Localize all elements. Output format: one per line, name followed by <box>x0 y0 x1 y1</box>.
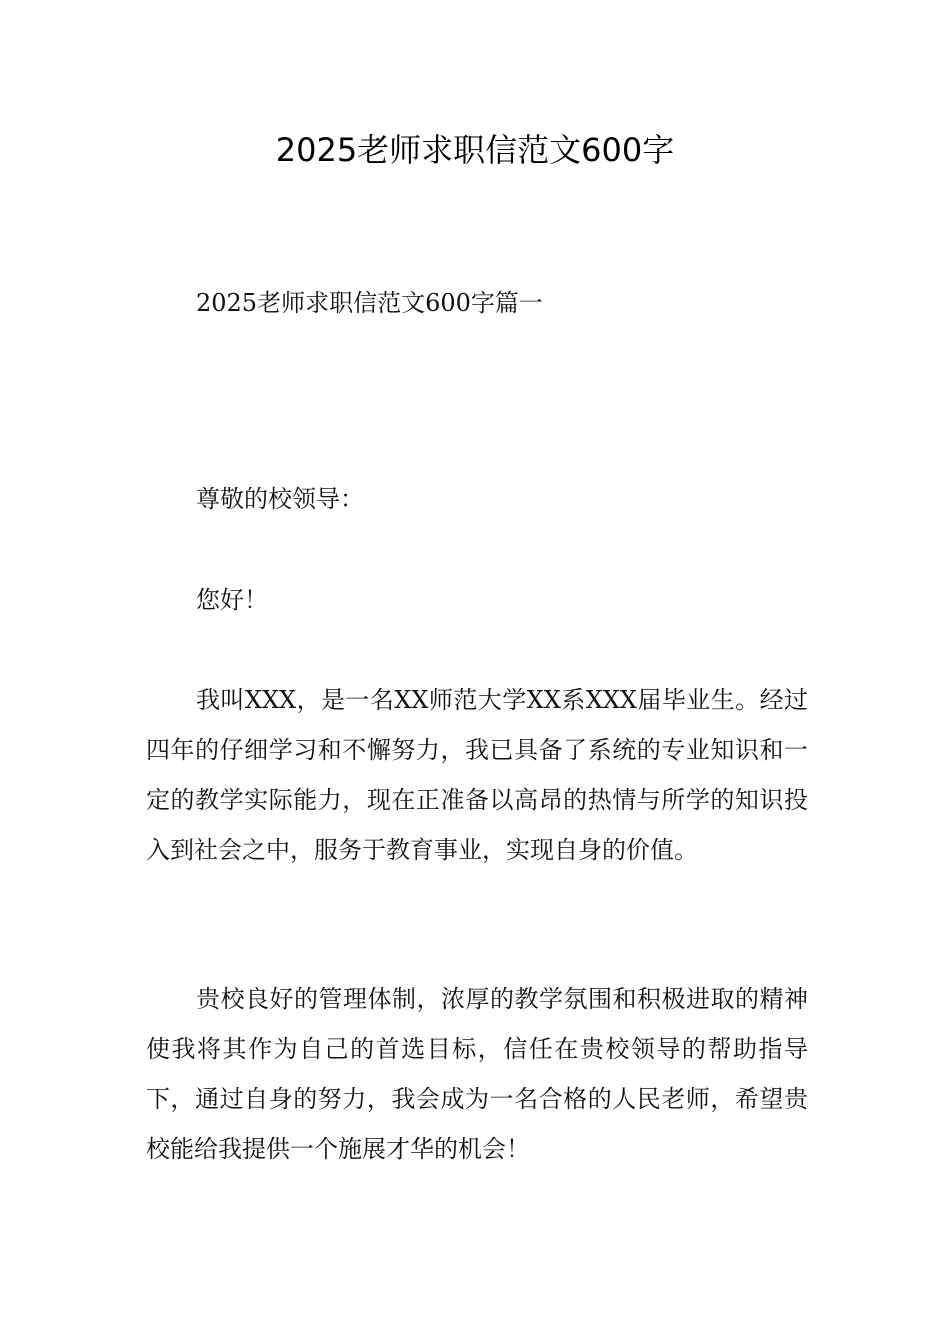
body-paragraph-2: 贵校良好的管理体制，浓厚的教学氛围和积极进取的精神使我将其作为自己的首选目标，信任在贵校领导的帮助指导下，通过自身的努力，我会成为一名合格的人民老师，希望贵校能给我提供一个施展才华的机会！ <box>146 985 808 1163</box>
body-paragraph-1: 我叫XXX，是一名XX师范大学XX系XXX届毕业生。经过四年的仔细学习和不懈努力，我已具备了系统的专业知识和一定的教学实际能力，现在正准备以高昂的热情与所学的知识投入到社会之中，服务于教育事业，实现自身的价值。 <box>146 686 808 864</box>
salutation-line: 您好！ <box>196 586 268 614</box>
document-title: 2025老师求职信范文600字 <box>275 131 675 169</box>
section-subtitle: 2025老师求职信范文600字篇一 <box>196 289 543 317</box>
greeting-line: 尊敬的校领导： <box>196 485 364 513</box>
